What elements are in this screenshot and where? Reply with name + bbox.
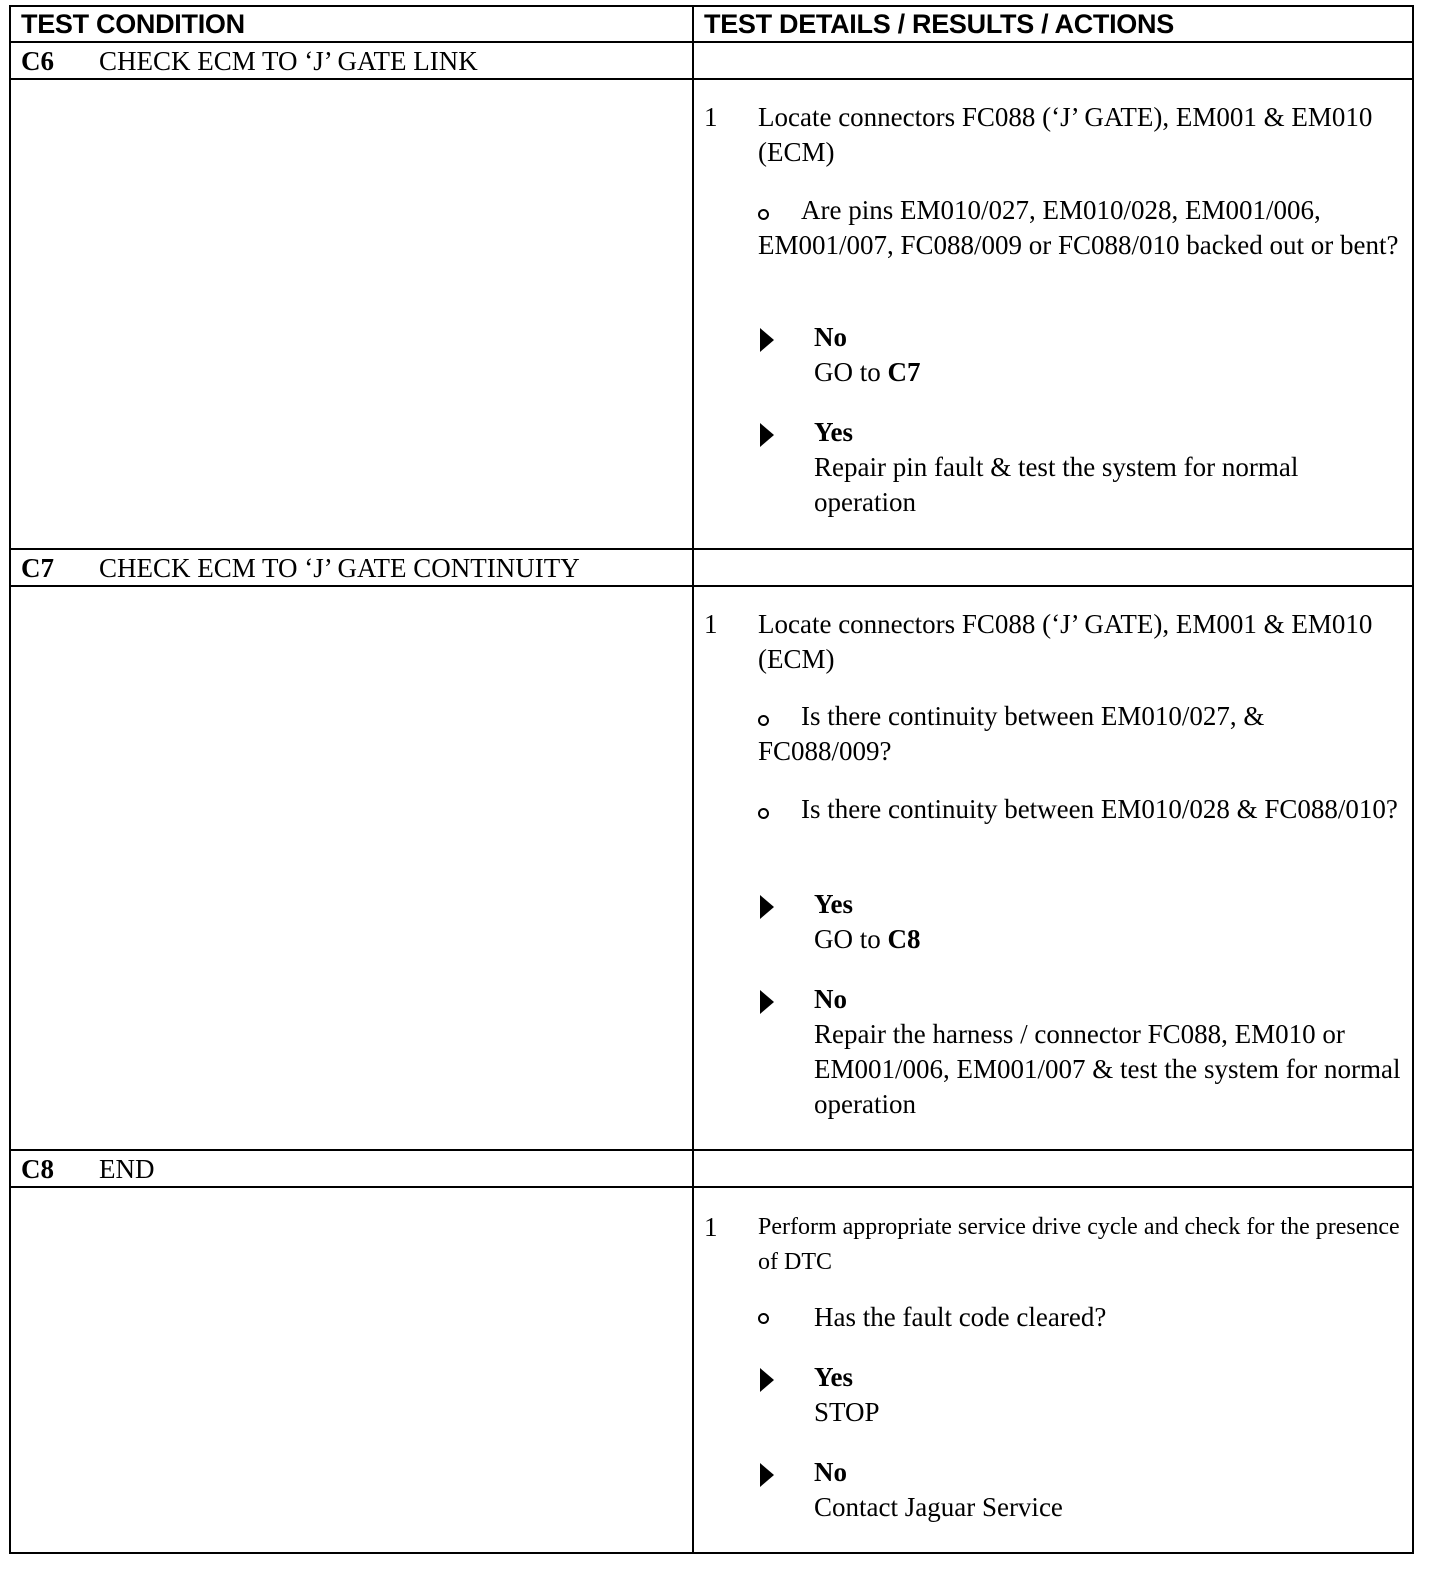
arrow-right-icon [758, 1366, 776, 1394]
answer-text: Repair pin fault & test the system for normal operation [814, 452, 1299, 517]
header-test-condition: TEST CONDITION [11, 7, 694, 41]
test-table [9, 5, 1414, 1554]
locate-text: Locate connectors FC088 (‘J’ GATE), EM001 & EM010 (ECM) [758, 102, 1373, 167]
answer-ref: C7 [887, 357, 921, 387]
step-title: CHECK ECM TO ‘J’ GATE CONTINUITY [99, 553, 580, 583]
answer-label: No [814, 322, 847, 352]
step-detail-c8 [11, 1186, 1412, 1552]
arrow-right-icon [758, 893, 776, 921]
arrow-right-icon [758, 326, 776, 354]
answer-text: STOP [814, 1397, 880, 1427]
step-header-c8 [11, 1149, 1412, 1186]
answer-label: Yes [814, 417, 853, 447]
question-text: Is there continuity between EM010/028 & FC088/010? [801, 794, 1398, 824]
question [758, 699, 1402, 769]
question-text: Has the fault code cleared? [814, 1302, 1107, 1332]
circle-bullet-icon [758, 808, 769, 819]
step-detail-c7 [11, 585, 1412, 1149]
answer-label: No [814, 1457, 847, 1487]
step-number: 1 [704, 1212, 718, 1242]
header-test-details: TEST DETAILS / RESULTS / ACTIONS [704, 9, 1174, 39]
question-text: Are pins EM010/027, EM010/028, EM001/006, EM001/007, FC088/009 or FC088/010 backed out or bent? [758, 195, 1399, 260]
table-header [11, 7, 1412, 41]
step-code: C8 [21, 1154, 54, 1184]
answer-text: GO to [814, 924, 888, 954]
answer-label: Yes [814, 1362, 853, 1392]
question [758, 193, 1402, 263]
answer-text: GO to [814, 357, 888, 387]
step-number: 1 [704, 102, 718, 132]
step-code: C7 [21, 553, 54, 583]
answer-text: Repair the harness / connector FC088, EM010 or EM001/006, EM001/007 & test the system for normal operation [814, 1019, 1401, 1119]
locate-text: Perform appropriate service drive cycle and check for the presence of DTC [758, 1214, 1400, 1275]
answer-label: Yes [814, 889, 853, 919]
step-code: C6 [21, 46, 54, 76]
arrow-right-icon [758, 988, 776, 1016]
step-title: END [99, 1154, 155, 1184]
step-header-c7 [11, 548, 1412, 585]
answer-text: Contact Jaguar Service [814, 1492, 1063, 1522]
step-title: CHECK ECM TO ‘J’ GATE LINK [99, 46, 478, 76]
arrow-right-icon [758, 421, 776, 449]
circle-bullet-icon [758, 1313, 769, 1324]
circle-bullet-icon [758, 715, 769, 726]
answer-ref: C8 [887, 924, 921, 954]
question-text: Is there continuity between EM010/027, & FC088/009? [758, 701, 1265, 766]
step-header-c6 [11, 41, 1412, 78]
arrow-right-icon [758, 1461, 776, 1489]
locate-text: Locate connectors FC088 (‘J’ GATE), EM001 & EM010 (ECM) [758, 609, 1373, 674]
question [758, 792, 1402, 827]
answer-label: No [814, 984, 847, 1014]
step-number: 1 [704, 609, 718, 639]
step-detail-c6 [11, 78, 1412, 548]
circle-bullet-icon [758, 209, 769, 220]
